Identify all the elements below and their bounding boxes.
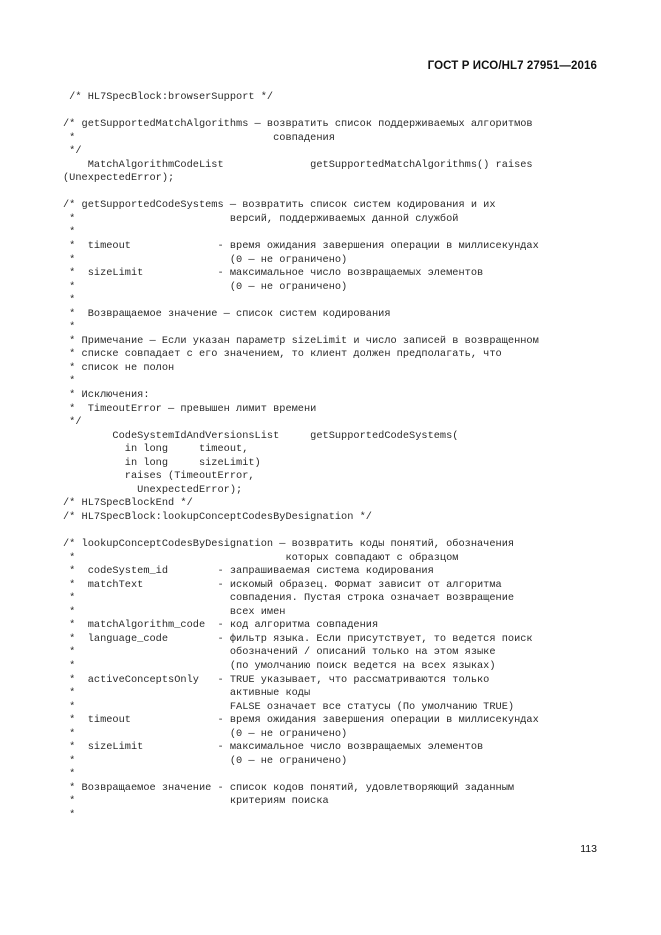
code-line: * версий, поддерживаемых данной службой — [63, 212, 459, 225]
code-line: * timeout - время ожидания завершения операции в миллисекундах — [63, 714, 539, 727]
code-line: /* HL7SpecBlock:browserSupport */ — [63, 91, 274, 103]
code-line: * matchText - искомый образец. Формат зависит от алгоритма — [63, 578, 502, 591]
code-line: raises (TimeoutError, — [63, 470, 255, 483]
code-line: * списке совпадает с его значением, то клиент должен предполагать, что — [63, 348, 502, 361]
code-listing — [63, 91, 539, 823]
code-line: * sizeLimit - максимальное число возвращаемых элементов — [63, 267, 484, 280]
code-line: * Возвращаемое значение - список кодов понятий, удовлетворяющий заданным — [63, 781, 515, 794]
code-line: /* getSupportedCodeSystems — возвратить список систем кодирования и их — [63, 199, 496, 212]
code-line: * (по умолчанию поиск ведется на всех языках) — [63, 659, 496, 672]
code-line: (UnexpectedError); — [63, 172, 175, 185]
code-line: * (0 — не ограничено) — [63, 280, 348, 293]
code-line: /* HL7SpecBlock:lookupConceptCodesByDesignation */ — [63, 510, 372, 523]
page-number: 113 — [580, 843, 597, 855]
code-line: */ — [63, 145, 82, 158]
code-line: /* HL7SpecBlockEnd */ — [63, 497, 193, 510]
code-line: * список не полон — [63, 361, 175, 374]
code-line: * Возвращаемое значение — список систем кодирования — [63, 307, 391, 320]
code-line: * — [63, 808, 76, 821]
code-line: * (0 — не ограничено) — [63, 754, 348, 767]
code-line: * которых совпадают с образцом — [63, 551, 459, 564]
code-line: CodeSystemIdAndVersionsList getSupportedCodeSystems( — [63, 429, 459, 442]
code-line: * Примечание — Если указан параметр sizeLimit и число записей в возвращенном — [63, 334, 539, 347]
code-line: * совпадения — [63, 131, 335, 144]
code-line: * activeConceptsOnly - TRUE указывает, что рассматриваются только — [63, 673, 490, 686]
code-line — [63, 525, 539, 539]
code-line: in long timeout, — [63, 443, 249, 456]
code-line: * codeSystem_id - запрашиваемая система кодирования — [63, 565, 434, 578]
document-header: ГОСТ Р ИСО/HL7 27951—2016 — [427, 60, 597, 72]
code-line: * timeout - время ожидания завершения операции в миллисекундах — [63, 240, 539, 253]
code-line: * language_code - фильтр языка. Если присутствует, то ведется поиск — [63, 632, 533, 645]
code-line: * (0 — не ограничено) — [63, 253, 348, 266]
code-line: UnexpectedError); — [63, 483, 243, 496]
code-line: * (0 — не ограничено) — [63, 727, 348, 740]
code-line: */ — [63, 416, 82, 429]
code-line: * критериям поиска — [63, 795, 329, 808]
code-line: * FALSE означает все статусы (По умолчанию TRUE) — [63, 700, 515, 713]
code-line: * matchAlgorithm_code - код алгоритма совпадения — [63, 619, 379, 632]
code-line: * совпадения. Пустая строка означает возвращение — [63, 592, 515, 605]
code-line: * — [63, 375, 76, 388]
code-line: * обозначений / описаний только на этом языке — [63, 646, 496, 659]
code-line: * TimeoutError — превышен лимит времени — [63, 402, 317, 415]
code-line: * активные коды — [63, 687, 311, 700]
code-line: /* getSupportedMatchAlgorithms — возвратить список поддерживаемых алгоритмов — [63, 118, 533, 131]
code-line: * Исключения: — [63, 389, 150, 402]
code-line: /* lookupConceptCodesByDesignation — возвратить коды понятий, обозначения — [63, 538, 515, 551]
code-line: * — [63, 294, 76, 307]
code-line — [63, 186, 539, 200]
code-line: * sizeLimit - максимальное число возвращаемых элементов — [63, 741, 484, 754]
code-line: * — [63, 768, 76, 781]
code-line: MatchAlgorithmCodeList getSupportedMatchAlgorithms() raises — [63, 158, 533, 171]
code-line: * — [63, 226, 76, 239]
code-line: * всех имен — [63, 605, 286, 618]
code-line — [63, 105, 539, 119]
code-line: * — [63, 321, 76, 334]
code-line: in long sizeLimit) — [63, 456, 261, 469]
